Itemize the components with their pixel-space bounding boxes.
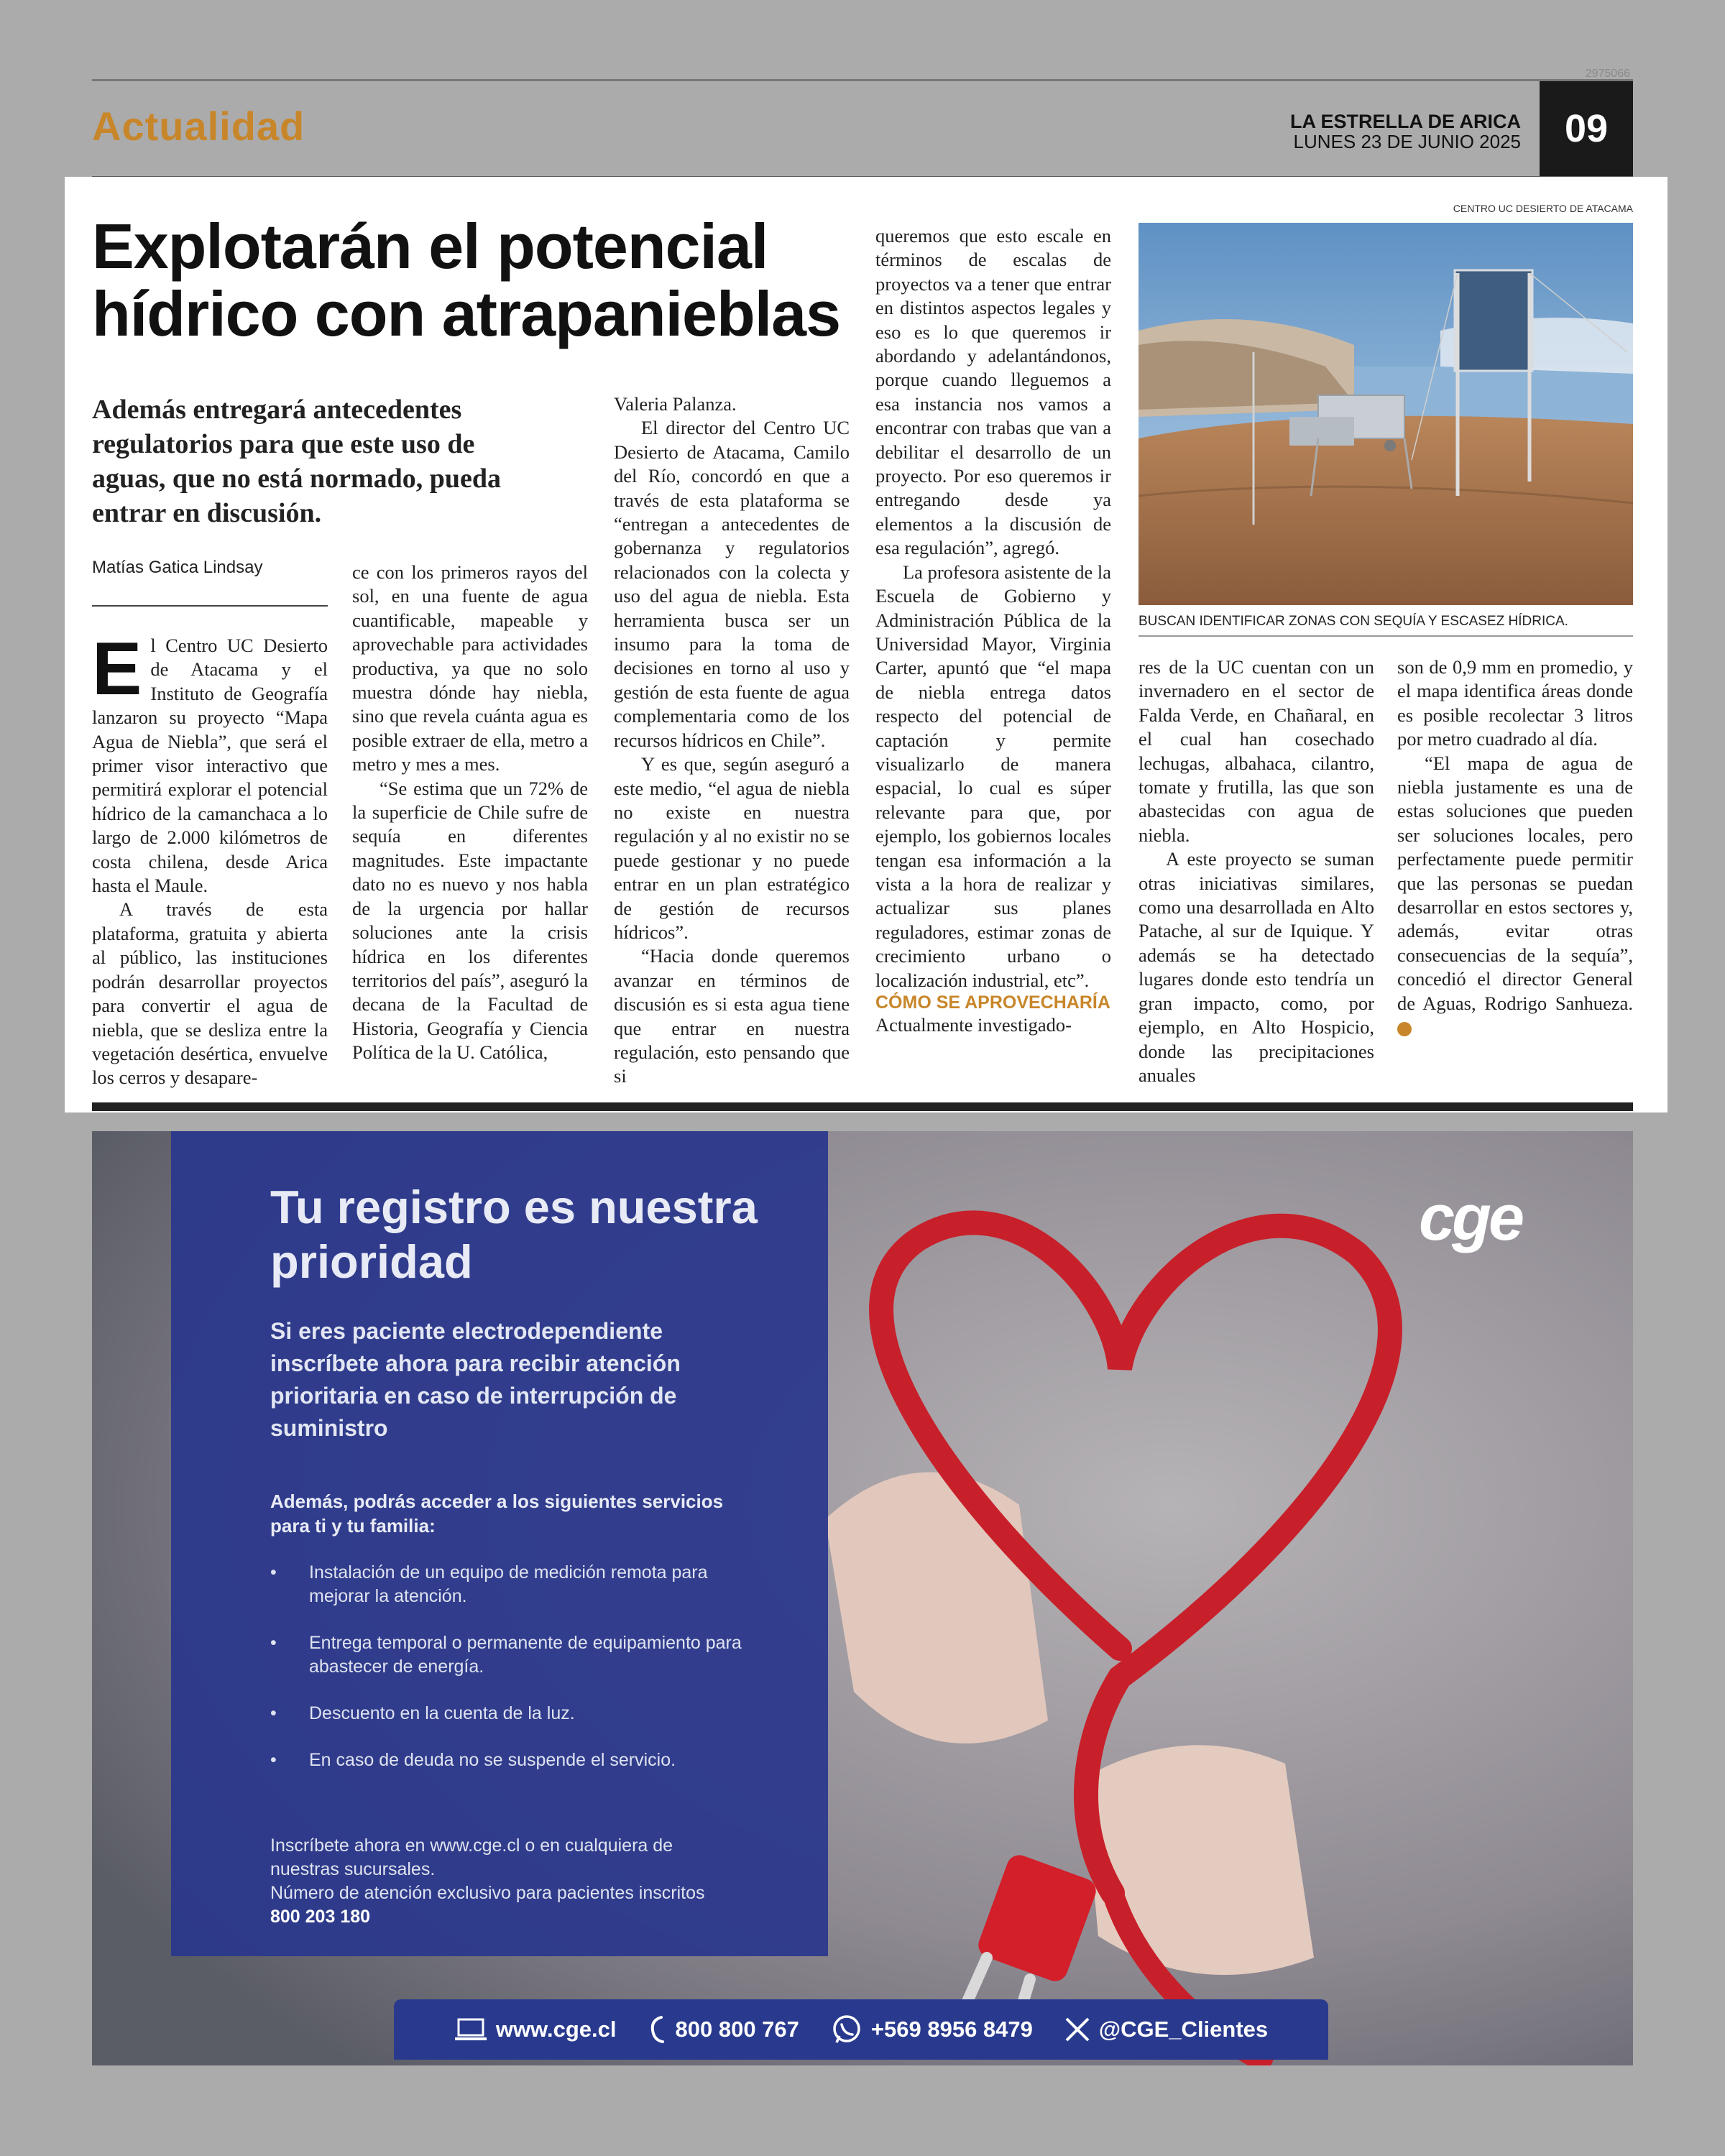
x-handle[interactable]: @CGE_Clientes — [1098, 2017, 1269, 2042]
newspaper-page — [65, 68, 1668, 2091]
contact-x[interactable] — [1064, 2017, 1268, 2042]
bullet-icon: • — [270, 1562, 277, 1583]
paragraph: “Hacia donde queremos avanzar en términos de discusión es si esta agua tiene que entrar en nuestra regulación, esto pensando que si — [614, 945, 850, 1087]
benefit-text: Descuento en la cuenta de la luz. — [309, 1703, 575, 1723]
contact-bar — [394, 1999, 1328, 2060]
section-title: Actualidad — [92, 103, 305, 149]
laptop-icon — [454, 2017, 487, 2042]
paragraph: La profesora asistente de la Escuela de Gobierno y Administración Pública de la Universidad Mayor, Virginia Carter, apuntó que “el mapa de niebla entrega datos respecto del potencial de captación y permite visualizarlo de manera espacial, lo cual es súper relevante para que, por ejemplo, los gobiernos locales tengan esa información a la vista a la hora de realizar y actualizar sus planes reguladores, estimar zonas de crecimiento urbano o localización industrial, etc”. — [875, 561, 1111, 991]
ad-info-panel — [171, 1131, 828, 1956]
paragraph: ce con los primeros rayos del sol, en una fuente de agua cuantificable, mapeable y aprovechable para actividades productiva, ya que no solo muestra dónde hay niebla, sino que revela cuánta agua es posible extraer de ella, metro a metro y mes a mes. — [352, 561, 588, 775]
photo-caption: BUSCAN IDENTIFICAR ZONAS CON SEQUÍA Y ESCASEZ HÍDRICA. — [1138, 614, 1633, 637]
paragraph: son de 0,9 mm en promedio, y el mapa identifica áreas donde es posible recolectar 3 litros por metro cuadrado al día. — [1397, 656, 1633, 750]
bullet-icon: • — [270, 1633, 277, 1653]
article-bottom-rule — [92, 1102, 1633, 1111]
benefit-item — [270, 1631, 773, 1679]
patient-number-label: Número de atención exclusivo para pacientes inscritos — [270, 1883, 705, 1903]
phone-icon — [648, 2014, 667, 2045]
paragraph: El director del Centro UC Desierto de Atacama, Camilo del Río, concordó en que a través de esta plataforma se “entregan a antecedentes de gobernanza y regulatorios relacionados con la colecta y uso del agua de niebla. Esta herramienta busca ser un insumo para la toma de decisiones en torno al uso y gestión de esta fuente de agua complementaria como de los recursos hídricos en Chile”. — [614, 417, 850, 751]
paragraph: Valeria Palanza. — [614, 393, 737, 415]
patient-number — [270, 1881, 730, 1929]
paragraph: queremos que esto escale en términos de escalas de proyectos va a tener que entrar en distintos aspectos legales y eso es lo que queremos ir abordando y adelantándonos, porque cuando lleguemos a esa instancia nos vamos a encontrar con trabas que van a debilitar el desarrollo de un proyecto. Por eso queremos ir entregando desde ya elementos a la discusión de esa regulación”, agregó. — [875, 225, 1111, 559]
end-mark-icon: o — [1397, 1022, 1412, 1036]
bullet-icon: • — [270, 1750, 277, 1770]
byline-rule — [92, 605, 328, 607]
paragraph: A este proyecto se suman otras iniciativas similares, como una desarrollada en Alto Patache, al sur de Iquique. Y además se ha detectado lugares donde esto tendría un gran impacto, como, por ejemplo, en Alto Hospicio, donde las precipitaciones anuales — [1138, 848, 1374, 1086]
column-5 — [1138, 655, 1374, 1087]
column-2 — [352, 561, 588, 1065]
phone-number[interactable]: 800 800 767 — [675, 2017, 799, 2042]
paragraph: A través de esta plataforma, gratuita y abierta al público, las instituciones podrán desarrollar proyectos para convertir el agua de niebla, que se desliza entre la vegetación desértica, envuelve los cerros y desapare- — [92, 898, 328, 1089]
benefit-text: Entrega temporal o permanente de equipamiento para abastecer de energía. — [309, 1633, 742, 1677]
page-header — [92, 79, 1633, 178]
subheading: CÓMO SE APROVECHARÍA — [875, 992, 1110, 1013]
ad-subtitle: Si eres paciente electrodependiente inscríbete ahora para recibir atención prioritaria en caso de interrupción de suministro — [270, 1318, 681, 1441]
paper-name: LA ESTRELLA DE ARICA — [1290, 111, 1521, 132]
paragraph: Y es que, según aseguró a este medio, “el agua de niebla no existe en nuestra regulación y al no existir no se puede gestionar y no puede entrar en un plan estratégico de gestión de recursos hídricos”. — [614, 753, 850, 943]
benefit-item — [270, 1702, 773, 1726]
drop-cap: E — [92, 627, 142, 711]
lead: Además entregará antecedentes regulatorios para que este uso de aguas, que no está normado, pueda entrar en discusión. — [92, 395, 502, 528]
paper-date: LUNES 23 DE JUNIO 2025 — [1293, 131, 1521, 152]
paper-info — [1290, 111, 1521, 152]
page-code: 2975066 — [1585, 68, 1630, 80]
article — [65, 177, 1668, 1112]
cge-advertisement — [92, 1131, 1633, 2065]
paragraph-text: “El mapa de agua de niebla justamente es una de estas soluciones que pueden ser soluciones locales, pero perfectamente puede permitir que las personas se puedan desarrollar en estos sectores y, además, evitar otras consecuencias de la sequía”, concedió el director General de Aguas, Rodrigo Sanhueza. — [1397, 752, 1633, 1014]
register-text: Inscríbete ahora en www.cge.cl o en cualquiera de nuestras sucursales. — [270, 1835, 673, 1879]
photo-credit: CENTRO UC DESIERTO DE ATACAMA — [1453, 203, 1633, 214]
paragraph: Actualmente investigado- — [875, 1014, 1072, 1036]
web-link[interactable]: www.cge.cl — [495, 2017, 617, 2042]
fog-catcher-photo — [1138, 223, 1633, 605]
ad-intro: Además, podrás acceder a los siguientes servicios para ti y tu familia: — [270, 1491, 724, 1537]
paragraph-text: l Centro UC Desierto de Atacama y el Instituto de Geografía lanzaron su proyecto “Mapa Agua de Niebla”, que será el primer visor interactivo que permitirá explorar el potencial hídrico de la camanchaca a lo largo de 2.000 kilómetros de costa chilena, desde Arica hasta el Maule. — [92, 635, 328, 897]
paragraph — [92, 627, 328, 898]
bullet-icon: • — [270, 1703, 277, 1723]
column-3 — [614, 392, 850, 1089]
column-6 — [1397, 655, 1633, 1040]
contact-web[interactable] — [454, 2017, 617, 2042]
paragraph: “Se estima que un 72% de la superficie de Chile sufre de sequía en diferentes magnitudes. Este impactante dato no es nuevo y nos habla de la urgencia por hallar soluciones ante la crisis hídrica en los diferentes territorios del país”, aseguró la decana de la Facultad de Historia, Geografía y Ciencia Política de la U. Católica, — [352, 777, 588, 1064]
fog-catcher-illustration — [1138, 223, 1633, 605]
column-4 — [875, 224, 1111, 1037]
paragraph: res de la UC cuentan con un invernadero en el sector de Falda Verde, en Chañaral, en el cual han cosechado lechugas, albahaca, cilantro, tomate y frutilla, las que son abastecidas con agua de niebla. — [1138, 656, 1374, 846]
benefit-item — [270, 1749, 773, 1772]
ad-title: Tu registro es nuestra prioridad — [270, 1181, 758, 1288]
benefits-list — [270, 1561, 773, 1795]
headline: Explotarán el potencial hídrico con atrapanieblas — [92, 211, 841, 349]
whatsapp-number[interactable]: +569 8956 8479 — [870, 2017, 1033, 2042]
benefit-text: En caso de deuda no se suspende el servicio. — [309, 1750, 676, 1770]
paragraph — [1397, 752, 1633, 1040]
contact-whatsapp[interactable] — [831, 2014, 1033, 2045]
cge-logo: cge — [1419, 1182, 1522, 1254]
whatsapp-icon — [831, 2014, 862, 2045]
column-1 — [92, 627, 328, 1090]
patient-number-value: 800 203 180 — [270, 1907, 371, 1927]
byline: Matías Gatica Lindsay — [92, 558, 263, 577]
x-icon — [1064, 2017, 1090, 2042]
contact-phone[interactable] — [648, 2014, 799, 2045]
benefit-text: Instalación de un equipo de medición remota para mejorar la atención. — [309, 1562, 708, 1606]
page-number: 09 — [1540, 81, 1633, 176]
benefit-item — [270, 1561, 773, 1608]
